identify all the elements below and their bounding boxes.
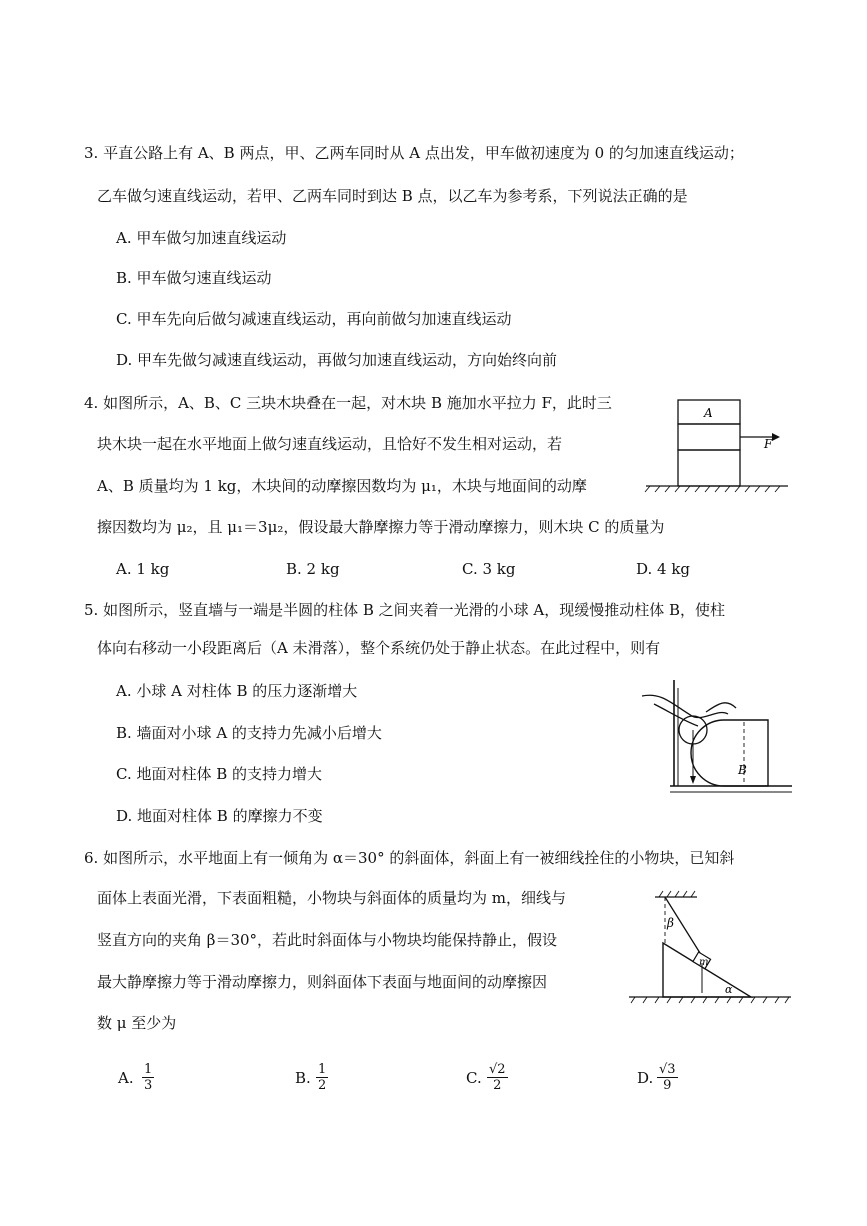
q4-blocks-figure xyxy=(640,398,790,493)
sketch-strokes xyxy=(642,695,736,726)
q4-line-4: 擦因数均为 μ₂，且 μ₁＝3μ₂，假设最大静摩擦力等于滑动摩擦力，则木块 C 的质量为 xyxy=(97,518,665,536)
label-beta: β xyxy=(667,916,674,930)
force-arrowhead xyxy=(772,433,780,441)
q4-line-3: A、B 质量均为 1 kg，木块间的动摩擦因数均为 μ₁，木块与地面间的动摩 xyxy=(97,477,587,495)
q6-option-a-prefix: A. xyxy=(118,1069,134,1087)
q4-line-1: 4. 如图所示，A、B、C 三块木块叠在一起，对木块 B 施加水平拉力 F，此时三 xyxy=(84,394,612,412)
q6-option-c-denominator: 2 xyxy=(493,1078,502,1093)
q6-option-d-denominator: 9 xyxy=(663,1078,672,1093)
force-arrowhead-1 xyxy=(690,776,696,784)
q6-line-1: 6. 如图所示，水平地面上有一倾角为 α＝30° 的斜面体，斜面上有一被细线拴住的小物块，已知斜 xyxy=(84,849,735,867)
q6-line-3: 竖直方向的夹角 β＝30°，若此时斜面体与小物块均能保持静止，假设 xyxy=(97,931,558,949)
q4-option-b: B. 2 kg xyxy=(286,560,340,578)
q3-line-2: 乙车做匀速直线运动，若甲、乙两车同时到达 B 点，以乙车为参考系，下列说法正确的是 xyxy=(97,187,688,205)
q4-line-2: 块木块一起在水平地面上做匀速直线运动，且恰好不发生相对运动，若 xyxy=(97,435,563,453)
q4-option-a: A. 1 kg xyxy=(116,560,170,578)
label-a: A xyxy=(704,406,713,420)
q4-option-c: C. 3 kg xyxy=(462,560,516,578)
incline-body xyxy=(663,943,751,997)
ground-hatch xyxy=(645,486,780,492)
q3-option-a: A. 甲车做匀加速直线运动 xyxy=(116,229,287,247)
q6-option-b-numerator: 1 xyxy=(318,1062,327,1077)
q5-option-a: A. 小球 A 对柱体 B 的压力逐渐增大 xyxy=(116,682,358,700)
block-c xyxy=(678,450,740,486)
q3-option-d: D. 甲车先做匀减速直线运动，再做匀加速直线运动，方向始终向前 xyxy=(116,351,558,369)
label-b: B xyxy=(738,763,747,777)
q5-option-d: D. 地面对柱体 B 的摩擦力不变 xyxy=(116,807,323,825)
label-f: F xyxy=(764,437,773,451)
q6-option-c-fraction xyxy=(487,1062,508,1093)
q6-option-d-prefix: D. xyxy=(637,1069,654,1087)
q5-wall-ball-figure xyxy=(632,668,797,798)
q5-option-c: C. 地面对柱体 B 的支持力增大 xyxy=(116,765,323,783)
q5-line-2: 体向右移动一小段距离后（A 未滑落），整个系统仍处于静止状态。在此过程中，则有 xyxy=(97,639,661,657)
ceiling-hatch xyxy=(659,891,695,897)
q3-option-b: B. 甲车做匀速直线运动 xyxy=(116,269,272,287)
q4-option-d: D. 4 kg xyxy=(636,560,691,578)
q6-option-a-denominator: 3 xyxy=(144,1078,153,1093)
q6-option-b-prefix: B. xyxy=(295,1069,311,1087)
block-b xyxy=(678,424,740,450)
q3-option-c: C. 甲车先向后做匀减速直线运动，再向前做匀加速直线运动 xyxy=(116,310,512,328)
q6-option-a-fraction xyxy=(142,1062,154,1093)
q6-option-c-prefix: C. xyxy=(466,1069,482,1087)
label-alpha: α xyxy=(725,983,733,996)
q6-option-c-numerator: √2 xyxy=(489,1062,506,1077)
ground-hatch xyxy=(631,997,789,1003)
q6-option-d-fraction xyxy=(657,1062,678,1093)
label-m: m xyxy=(699,957,709,968)
q6-line-5: 数 μ 至少为 xyxy=(97,1014,177,1032)
q5-option-b: B. 墙面对小球 A 的支持力先减小后增大 xyxy=(116,724,382,742)
q5-line-1: 5. 如图所示，竖直墙与一端是半圆的柱体 B 之间夹着一光滑的小球 A，现缓慢推动柱体 B，使柱 xyxy=(84,601,726,619)
q6-incline-figure xyxy=(625,885,795,1010)
q6-option-b-denominator: 2 xyxy=(318,1078,327,1093)
q3-line-1: 3. 平直公路上有 A、B 两点，甲、乙两车同时从 A 点出发，甲车做初速度为 0 的匀加速直线运动； xyxy=(84,144,744,162)
q6-option-d-numerator: √3 xyxy=(659,1062,676,1077)
q6-line-2: 面体上表面光滑，下表面粗糙，小物块与斜面体的质量均为 m，细线与 xyxy=(97,889,566,907)
q6-option-b-fraction xyxy=(316,1062,328,1093)
q6-option-a-numerator: 1 xyxy=(144,1062,153,1077)
q6-line-4: 最大静摩擦力等于滑动摩擦力，则斜面体下表面与地面间的动摩擦因 xyxy=(97,973,548,991)
cylinder-b xyxy=(691,720,768,786)
